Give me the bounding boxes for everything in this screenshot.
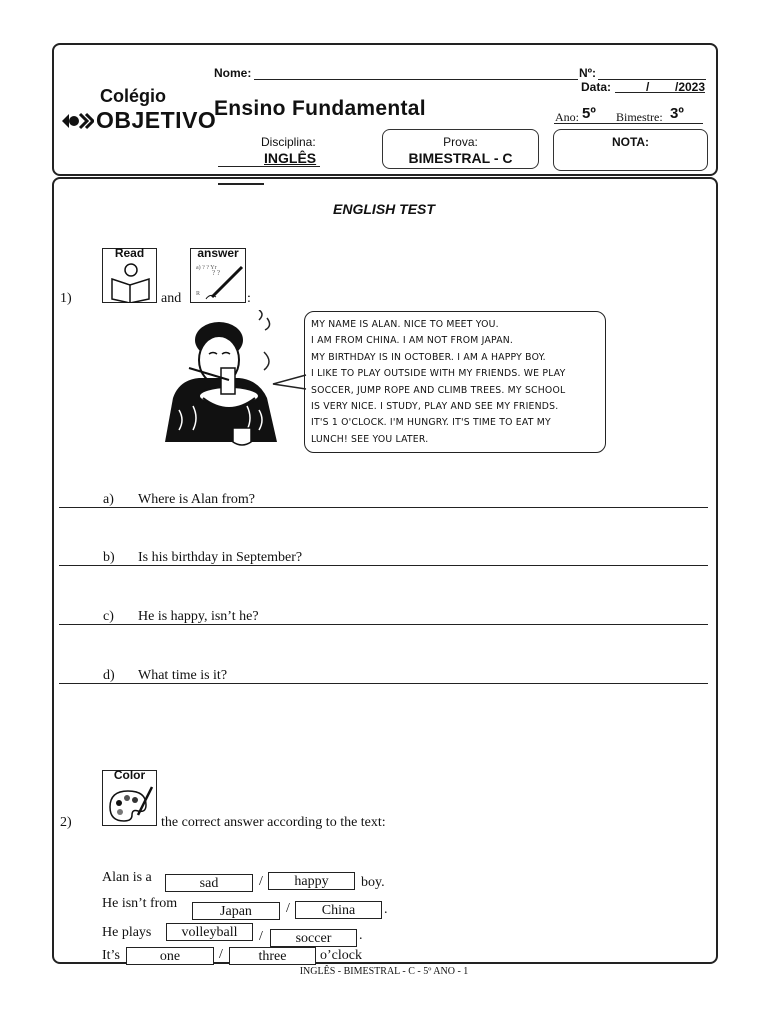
question-text: Where is Alan from? bbox=[138, 492, 256, 507]
answer-line-1c[interactable] bbox=[59, 624, 708, 625]
nota-label: NOTA: bbox=[611, 135, 650, 149]
paint-palette-icon bbox=[104, 783, 157, 825]
prova-value: BIMESTRAL - C bbox=[408, 150, 513, 166]
option-slash: / bbox=[259, 929, 263, 944]
svg-text:a) ? ? Yr: a) ? ? Yr bbox=[196, 265, 217, 271]
option-slash: / bbox=[259, 874, 263, 889]
bubble-line: IS VERY NICE. I STUDY, PLAY AND SEE MY FRIENDS. bbox=[311, 401, 559, 413]
logo-objetivo-text: OBJETIVO bbox=[96, 107, 217, 133]
answer-line-1b[interactable] bbox=[59, 565, 708, 566]
objetivo-logo-icon bbox=[60, 109, 94, 133]
option-slash: / bbox=[219, 947, 223, 962]
option-japan[interactable]: Japan bbox=[192, 902, 280, 920]
answer-line-1d[interactable] bbox=[59, 683, 708, 684]
sentence-3-start: He plays bbox=[102, 925, 152, 940]
data-year: /2023 bbox=[675, 80, 706, 94]
bubble-line: MY BIRTHDAY IS IN OCTOBER. I AM A HAPPY BOY. bbox=[311, 351, 546, 363]
sentence-1-end: boy. bbox=[361, 875, 385, 890]
and-connector: and bbox=[161, 291, 182, 306]
answer-icon-box bbox=[190, 248, 246, 303]
question-1-number: 1) bbox=[60, 291, 72, 306]
disciplina-underline bbox=[218, 155, 320, 167]
question-2-instruction: the correct answer according to the text: bbox=[161, 815, 386, 830]
reading-person-icon bbox=[104, 261, 157, 303]
option-slash: / bbox=[286, 901, 290, 916]
read-icon-label: Read bbox=[114, 246, 145, 260]
question-1d bbox=[103, 668, 227, 684]
bubble-line: LUNCH! SEE YOU LATER. bbox=[311, 433, 429, 445]
question-text: What time is it? bbox=[138, 668, 228, 683]
ensino-fundamental-title: Ensino Fundamental bbox=[214, 97, 426, 120]
question-1a bbox=[103, 492, 255, 508]
logo-colegio-text: Colégio bbox=[100, 86, 166, 106]
color-icon-box bbox=[102, 770, 157, 826]
prova-box bbox=[382, 129, 539, 169]
sentence-3-end: . bbox=[359, 928, 363, 943]
sentence-2-end: . bbox=[384, 902, 388, 917]
test-title: ENGLISH TEST bbox=[333, 201, 435, 217]
ano-bimestre-underline bbox=[554, 112, 703, 124]
bubble-line: SOCCER, JUMP ROPE AND CLIMB TREES. MY SCHOOL bbox=[311, 384, 566, 396]
read-icon-box bbox=[102, 248, 157, 303]
option-soccer[interactable]: soccer bbox=[270, 929, 357, 947]
question-2-number: 2) bbox=[60, 815, 72, 830]
speech-bubble-tail bbox=[272, 374, 308, 390]
color-icon-label: Color bbox=[113, 768, 146, 782]
numero-field[interactable] bbox=[598, 68, 706, 80]
question-letter: d) bbox=[103, 668, 115, 683]
sentence-1-start: Alan is a bbox=[102, 870, 152, 885]
nota-box[interactable] bbox=[553, 129, 708, 171]
svg-text:R: R bbox=[196, 291, 201, 297]
ano-label: Ano: bbox=[555, 110, 579, 124]
speech-bubble-text bbox=[304, 311, 606, 453]
disciplina-value: INGLÊS bbox=[264, 150, 317, 166]
bubble-line: IT'S 1 O'CLOCK. I'M HUNGRY. IT'S TIME TO EAT MY bbox=[311, 417, 551, 429]
svg-text:? ?: ? ? bbox=[212, 269, 220, 277]
question-1c bbox=[103, 609, 259, 625]
option-volleyball[interactable]: volleyball bbox=[166, 923, 253, 941]
option-sad[interactable]: sad bbox=[165, 874, 253, 892]
sentence-2-start: He isn’t from bbox=[102, 896, 178, 911]
pencil-paper-icon bbox=[192, 261, 246, 303]
disciplina-label: Disciplina: bbox=[261, 135, 316, 149]
bubble-line: I AM FROM CHINA. I AM NOT FROM JAPAN. bbox=[311, 335, 514, 347]
question-text: He is happy, isn’t he? bbox=[138, 609, 259, 624]
question-letter: a) bbox=[103, 492, 114, 507]
data-label: Data: bbox=[581, 80, 612, 94]
school-logo bbox=[60, 107, 216, 134]
bimestre-label: Bimestre: bbox=[616, 110, 663, 124]
sentence-4-end: o’clock bbox=[320, 948, 362, 963]
page-footer: INGLÊS - BIMESTRAL - C - 5º ANO - 1 bbox=[299, 966, 469, 977]
answer-line-1a[interactable] bbox=[59, 507, 708, 508]
sentence-4-start: It’s bbox=[102, 948, 120, 963]
option-three[interactable]: three bbox=[229, 947, 316, 965]
option-one[interactable]: one bbox=[126, 947, 214, 965]
prova-label: Prova: bbox=[443, 135, 478, 149]
colon: : bbox=[247, 291, 251, 306]
bubble-line: I LIKE TO PLAY OUTSIDE WITH MY FRIENDS. WE PLAY bbox=[311, 368, 566, 380]
question-letter: b) bbox=[103, 550, 115, 565]
option-china[interactable]: China bbox=[295, 901, 382, 919]
numero-label: Nº: bbox=[579, 66, 597, 80]
bimestre-value: 3º bbox=[670, 105, 684, 122]
bubble-line: MY NAME IS ALAN. NICE TO MEET YOU. bbox=[311, 319, 499, 330]
ano-value: 5º bbox=[582, 105, 596, 122]
data-slash: / bbox=[646, 80, 650, 94]
nome-label: Nome: bbox=[214, 66, 252, 80]
question-1b bbox=[103, 550, 302, 566]
question-letter: c) bbox=[103, 609, 114, 624]
answer-icon-label: answer bbox=[197, 246, 239, 260]
option-happy[interactable]: happy bbox=[268, 872, 355, 890]
nome-field[interactable] bbox=[254, 68, 578, 80]
question-text: Is his birthday in September? bbox=[138, 550, 303, 565]
